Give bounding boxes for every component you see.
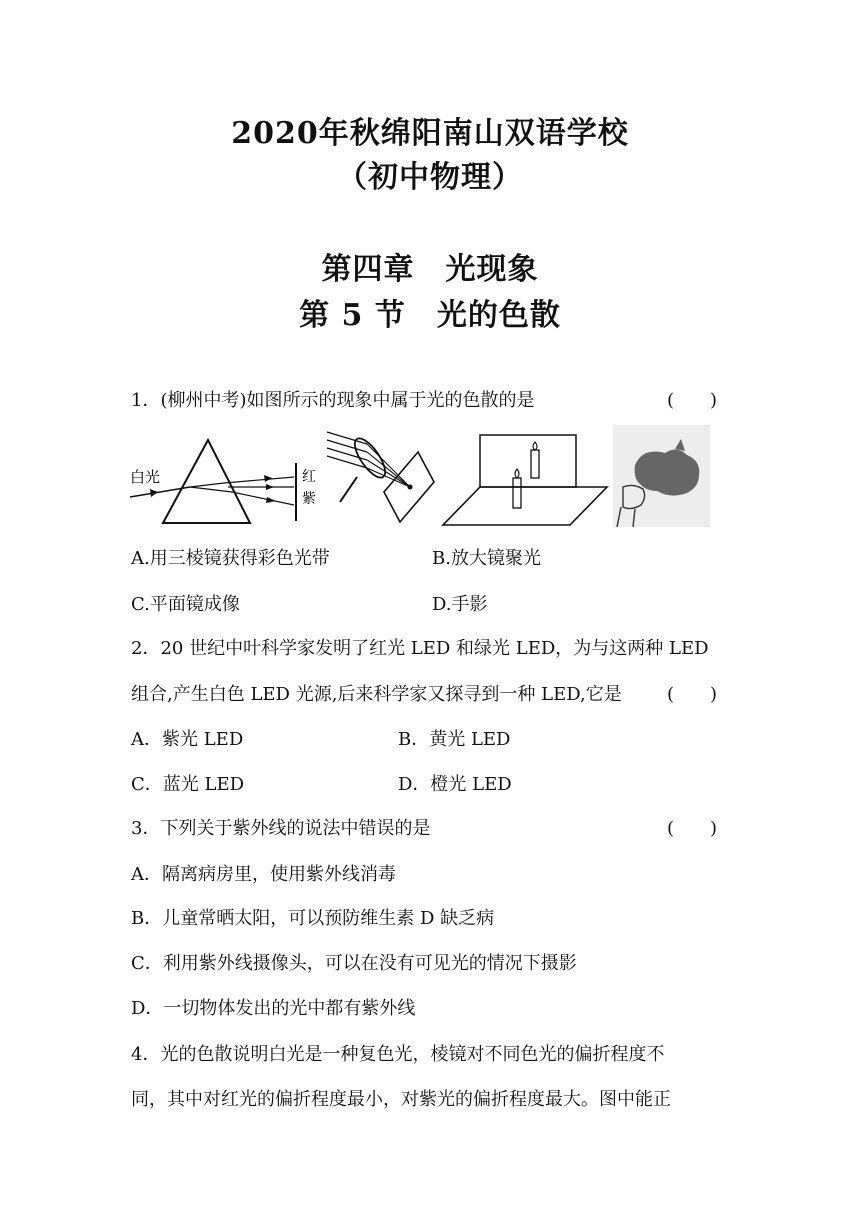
q1-answer-paren: ( ) bbox=[667, 390, 718, 411]
q1-stem: 1．(柳州中考)如图所示的现象中属于光的色散的是 bbox=[131, 390, 535, 411]
purple-ray bbox=[232, 492, 294, 505]
chapter-title: 第四章 光现象 bbox=[321, 252, 539, 287]
q3-option-b: B．儿童常晒太阳，可以预防维生素 D 缺乏病 bbox=[131, 908, 495, 929]
q3-option-a: A．隔离病房里，使用紫外线消毒 bbox=[131, 864, 396, 885]
q2-option-a: A．紫光 LED bbox=[131, 729, 244, 750]
magnifier-handle bbox=[340, 477, 357, 502]
q2-answer-paren: ( ) bbox=[667, 684, 718, 705]
q1-figure-c-plane-mirror bbox=[440, 430, 610, 530]
q2-stem-line2: 组合,产生白色 LED 光源,后来科学家又探寻到一种 LED,它是 bbox=[131, 684, 622, 705]
q3-option-c: C．利用紫外线摄像头，可以在没有可见光的情况下摄影 bbox=[131, 953, 577, 974]
q1-option-d: D.手影 bbox=[432, 594, 488, 615]
white-light-ray bbox=[130, 487, 190, 497]
q4-stem-line2: 同，其中对红光的偏折程度最小，对紫光的偏折程度最大。图中能正 bbox=[131, 1089, 671, 1110]
q1-option-c: C.平面镜成像 bbox=[131, 594, 240, 615]
table-plane bbox=[443, 487, 607, 525]
q1-figure-b-magnifier bbox=[322, 422, 442, 527]
q4-stem-line1: 4．光的色散说明白光是一种复色光，棱镜对不同色光的偏折程度不 bbox=[131, 1044, 665, 1065]
q2-option-d: D．橙光 LED bbox=[398, 774, 512, 795]
q1-option-b: B.放大镜聚光 bbox=[432, 548, 541, 569]
red-ray bbox=[224, 477, 294, 483]
candle-image bbox=[531, 450, 539, 478]
magnifier-lens bbox=[349, 434, 390, 482]
school-title: 2020年秋绵阳南山双语学校 bbox=[231, 116, 629, 151]
q2-stem-line1: 2．20 世纪中叶科学家发明了红光 LED 和绿光 LED，为与这两种 LED bbox=[131, 638, 709, 659]
q1-figure-d-hand-shadow bbox=[613, 425, 710, 527]
white-light-label: 白光 bbox=[130, 468, 161, 486]
q1-option-a: A.用三棱镜获得彩色光带 bbox=[131, 548, 330, 569]
candle bbox=[513, 478, 521, 508]
subject-title: （初中物理） bbox=[337, 160, 523, 195]
q2-option-c: C．蓝光 LED bbox=[131, 774, 245, 795]
red-label: 红 bbox=[302, 469, 316, 485]
section-title: 第 5 节 光的色散 bbox=[299, 298, 561, 333]
q3-option-d: D．一切物体发出的光中都有紫外线 bbox=[131, 998, 416, 1019]
purple-label: 紫 bbox=[302, 491, 316, 507]
q3-stem: 3．下列关于紫外线的说法中错误的是 bbox=[131, 818, 431, 839]
q2-option-b: B．黄光 LED bbox=[398, 729, 511, 750]
q1-figure-a-prism bbox=[128, 425, 316, 530]
q3-answer-paren: ( ) bbox=[667, 818, 718, 839]
mirror-glass bbox=[480, 435, 576, 487]
